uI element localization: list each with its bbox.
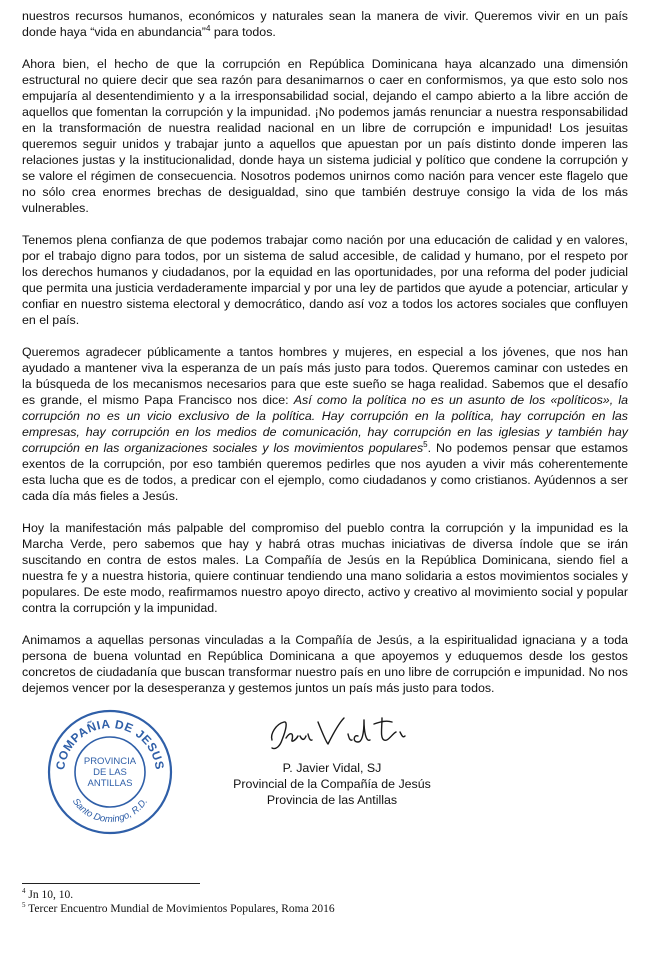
paragraph-4-tail: . No podemos pensar que estamos exentos de la corrupción, por eso también queremos pedirles que nos ayuden a vivir más coherentemente esta lucha que es de todos, a predicar con el ejemplo, como ciudadanos y como cristianos. Ayúdennos a ser cada día más fieles a Jesús. [22, 441, 628, 503]
footnote-5 [22, 902, 622, 916]
footnote-5-number: 5 [22, 901, 26, 910]
paragraph-3: Tenemos plena confianza de que podemos trabajar como nación por una educación de calidad y en valores, por el trabajo digno para todos, por un sistema de salud accesible, de calidad y humano, por el respeto por los derechos humanos y ciudadanos, por la equidad en las oportunidades, por una reforma del poder judicial que permita una justicia verdaderamente imparcial y por una ley de partidos que ayude a potenciar, articular y confiar en nuestro sistema electoral y democrático, dando así voz a todos los actores sociales que confluyen en el país. [22, 233, 628, 327]
paragraph-4-text: Queremos agradecer públicamente a tantos hombres y mujeres, en especial a los jóvenes, que nos han ayudado a mantener viva la esperanza de un país más justo para todos. Queremos caminar con ustedes en la búsqueda de los mecanismos necesarios para que este sueño se haga realidad. Sabemos que el desafío es grande, el mismo Papa Francisco nos dice: [22, 345, 628, 407]
letter-body [22, 8, 628, 712]
footnote-4 [22, 888, 622, 902]
paragraph-4 [22, 344, 628, 504]
footnotes [22, 888, 622, 916]
pope-quote: Así como la política no es un asunto de los «políticos», la corrupción no es un vicio exclusivo de la política. Hay corrupción en la política, hay corrupción en las empresas, hay corrupción en los medios de comunicación, hay corrupción en las iglesias y también hay corrupción en las organizaciones sociales y los movimientos populares [22, 393, 628, 455]
seal-center-line-3: ANTILLAS [87, 778, 133, 789]
seal-center-line-2: DE LAS [93, 767, 127, 778]
footnote-4-text: Jn 10, 10. [25, 889, 74, 901]
seal-ring-top-text: COMPAÑIA DE JESUS [53, 716, 167, 771]
province-seal-stamp [46, 708, 174, 836]
footnote-ref-4: 4 [205, 23, 211, 33]
signer-name: P. Javier Vidal, SJ [282, 761, 382, 775]
signer-role: Provincial de la Compañía de Jesús [233, 777, 431, 791]
paragraph-1-tail: para todos. [210, 25, 276, 39]
footnote-ref-5: 5 [423, 439, 428, 449]
footnote-5-text: Tercer Encuentro Mundial de Movimientos Populares, Roma 2016 [25, 903, 335, 915]
paragraph-2: Ahora bien, el hecho de que la corrupción en República Dominicana haya alcanzado una dimensión estructural no quiere decir que sea razón para desanimarnos o caer en conformismos, ya que esto solo nos empujaría al desentendimiento y a la irresponsabilidad social, dejando el campo abierto a la libre acción de aquellos que fomentan la corrupción y la impunidad. ¡No podemos jamás renunciar a nuestra responsabilidad en la transformación de nuestra realidad nacional en un libre de corrupción e impunidad! Los jesuitas queremos seguir unidos y trabajar junto a aquellos que apuestan por un país distinto donde imperen las relaciones justas y la institucionalidad, donde haya un sistema judicial y político que condene la corrupción y se valore el régimen de consecuencia. Nosotros podemos unirnos como nación para vencer este flagelo que no sólo crea enormes brechas de desigualdad, sino que también destruye consigo la vida de los más vulnerables. [22, 57, 628, 215]
signer-province: Provincia de las Antillas [266, 793, 398, 807]
paragraph-6: Animamos a aquellas personas vinculadas a la Compañía de Jesús, a la espiritualidad ignaciana y a toda persona de buena voluntad en República Dominicana a que apoyemos y eduquemos desde los gestos concretos de ciudadanía que buscan transformar nuestro país en uno libre de corrupción e impunidad. No nos dejemos vencer por la desesperanza y gestemos juntos un país más justo para todos. [22, 633, 628, 695]
paragraph-1 [22, 8, 628, 40]
seal-center-line-1: PROVINCIA [83, 756, 137, 767]
footnote-4-number: 4 [22, 887, 26, 896]
handwritten-signature [262, 710, 412, 760]
paragraph-1-text: nuestros recursos humanos, económicos y naturales sean la manera de vivir. Queremos vivir en un país donde haya “vida en abundancia” [22, 9, 628, 39]
paragraph-5: Hoy la manifestación más palpable del compromiso del pueblo contra la corrupción y la impunidad es la Marcha Verde, pero sabemos que hay y habrá otras muchas iniciativas de diversa índole que se irán suscitando en contra de estos males. La Compañía de Jesús en la República Dominicana, siendo fiel a nuestra fe y a nuestra historia, quiere continuar tendiendo una mano solidaria a estos movimientos sociales y populares. De este modo, reafirmamos nuestro apoyo directo, activo y creativo al movimiento social y popular contra la corrupción y la impunidad. [22, 521, 628, 615]
seal-ring-bottom-text: Santo Domingo, R.D. [69, 796, 151, 826]
footnote-divider [22, 883, 200, 884]
signer-block [224, 760, 440, 808]
